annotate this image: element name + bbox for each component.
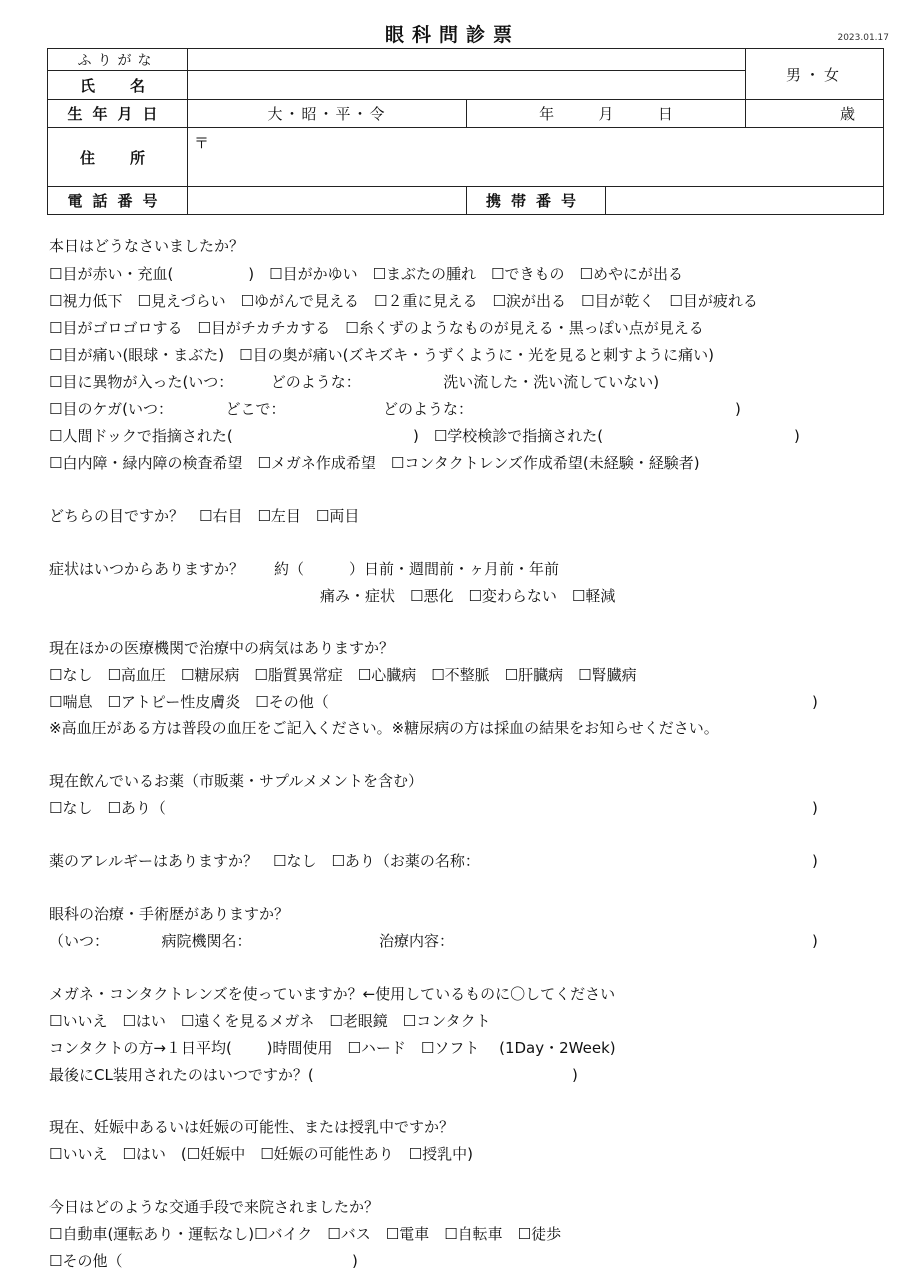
allergy-question[interactable]: 薬のアレルギーはありますか？ ☐なし ☐あり（お薬の名称： <box>49 852 480 870</box>
close-paren: ) <box>812 852 818 870</box>
name-label: 氏 名 <box>48 71 188 100</box>
symptom-checkbox-row[interactable]: ☐視力低下 ☐見えづらい ☐ゆがんで見える ☐２重に見える ☐涙が出る ☐目が乾く ☐目が疲れる <box>49 292 758 310</box>
glasses-checkbox-row[interactable]: ☐いいえ ☐はい ☐遠くを見るメガネ ☐老眼鏡 ☐コンタクト <box>49 1012 491 1030</box>
gender-selector[interactable]: 男・女 <box>746 49 884 100</box>
symptom-checkbox-row[interactable]: ☐目が痛い(眼球・まぶた) ☐目の奥が痛い(ズキズキ・うずくように・光を見ると刺すように痛い) <box>49 346 715 364</box>
checkup-checkbox-row[interactable]: ☐人間ドックで指摘された( <box>49 427 233 445</box>
address-label: 住 所 <box>48 128 188 187</box>
birthdate-label: 生年月日 <box>48 100 188 128</box>
transport-checkbox-row[interactable]: ☐自動車(運転あり・運転なし)☐バイク ☐バス ☐電車 ☐自転車 ☐徒歩 <box>49 1225 562 1243</box>
pregnancy-checkbox-row[interactable]: ☐いいえ ☐はい (☐妊娠中 ☐妊娠の可能性あり ☐授乳中) <box>49 1145 473 1163</box>
mobile-field[interactable] <box>606 187 884 215</box>
symptom-checkbox-row[interactable]: ☐目がゴロゴロする ☐目がチカチカする ☐糸くずのようなものが見える・黒っぽい点が見える <box>49 319 704 337</box>
transport-other-row[interactable]: ☐その他（ <box>49 1252 123 1270</box>
form-title: 眼科問診票 <box>384 24 520 46</box>
symptom-checkbox-row[interactable]: ☐目が赤い・充血( ) ☐目がかゆい ☐まぶたの腫れ ☐できもの ☐めやにが出る <box>49 265 683 283</box>
month-label: 月 <box>598 105 614 123</box>
surgery-history-fields[interactable]: （いつ： 病院機関名： 治療内容： <box>49 932 455 950</box>
form-date: 2023.01.17 <box>837 33 889 43</box>
birthdate-field[interactable] <box>467 100 746 128</box>
disease-checkbox-row[interactable]: ☐なし ☐高血圧 ☐糖尿病 ☐脂質異常症 ☐心臓病 ☐不整脈 ☐肝臓病 ☐腎臓病 <box>49 666 637 684</box>
onset-question[interactable]: 症状はいつからありますか？ 約（ ）日前・週間前・ヶ月前・年前 <box>49 560 560 578</box>
patient-info-table <box>47 48 884 215</box>
symptom-checkbox-row[interactable]: ☐目のケガ(いつ： どこで： どのような： <box>49 400 474 418</box>
transport-question: 今日はどのような交通手段で来院されましたか？ <box>49 1198 380 1216</box>
furigana-field[interactable] <box>188 49 746 71</box>
phone-label: 電話番号 <box>48 187 188 215</box>
day-label: 日 <box>657 105 673 123</box>
era-selector[interactable]: 大・昭・平・令 <box>188 100 467 128</box>
request-checkbox-row[interactable]: ☐白内障・緑内障の検査希望 ☐メガネ作成希望 ☐コンタクトレンズ作成希望(未経験・経験者) <box>49 454 700 472</box>
phone-field[interactable] <box>188 187 467 215</box>
glasses-question: メガネ・コンタクトレンズを使っていますか？←使用しているものに〇してください <box>49 985 616 1003</box>
pregnancy-question: 現在、妊娠中あるいは妊娠の可能性、または授乳中ですか？ <box>49 1118 455 1136</box>
close-paren: ) <box>794 427 800 445</box>
close-paren: ) <box>352 1252 358 1270</box>
checkup-close-paren[interactable]: ) ☐学校検診で指摘された( <box>413 427 604 445</box>
name-field[interactable] <box>188 71 746 100</box>
surgery-history-question: 眼科の治療・手術歴がありますか？ <box>49 905 290 923</box>
address-field[interactable]: 〒 <box>188 128 884 187</box>
last-cl-use-row[interactable]: 最後にCL装用されたのはいつですか？( <box>49 1066 314 1084</box>
mobile-label: 携帯番号 <box>467 187 606 215</box>
close-paren: ) <box>812 932 818 950</box>
current-disease-question: 現在ほかの医療機関で治療中の病気はありますか？ <box>49 639 395 657</box>
furigana-label: ふりがな <box>48 49 188 71</box>
medication-checkbox-row[interactable]: ☐なし ☐あり（ <box>49 799 166 817</box>
contact-usage-row[interactable]: コンタクトの方→１日平均( )時間使用 ☐ハード ☐ソフト (1Day・2Week) <box>49 1039 616 1057</box>
close-paren: ) <box>812 693 818 711</box>
age-field[interactable]: 歳 <box>746 100 884 128</box>
progress-checkbox-row[interactable]: 痛み・症状 ☐悪化 ☐変わらない ☐軽減 <box>320 587 616 605</box>
medication-question: 現在飲んでいるお薬（市販薬・サプルメメントを含む） <box>49 772 423 790</box>
year-label: 年 <box>539 105 555 123</box>
which-eye-question[interactable]: どちらの目ですか？ ☐右目 ☐左目 ☐両目 <box>49 507 360 525</box>
close-paren: ) <box>572 1066 578 1084</box>
disease-note: ※高血圧がある方は普段の血圧をご記入ください。※糖尿病の方は採血の結果をお知らせください。 <box>49 719 719 737</box>
disease-checkbox-row[interactable]: ☐喘息 ☐アトピー性皮膚炎 ☐その他（ <box>49 693 329 711</box>
symptom-checkbox-row[interactable]: ☐目に異物が入った(いつ： どのような： 洗い流した・洗い流していない) <box>49 373 660 391</box>
close-paren: ) <box>812 799 818 817</box>
close-paren: ) <box>735 400 741 418</box>
visit-reason-question: 本日はどうなさいましたか？ <box>49 237 245 255</box>
